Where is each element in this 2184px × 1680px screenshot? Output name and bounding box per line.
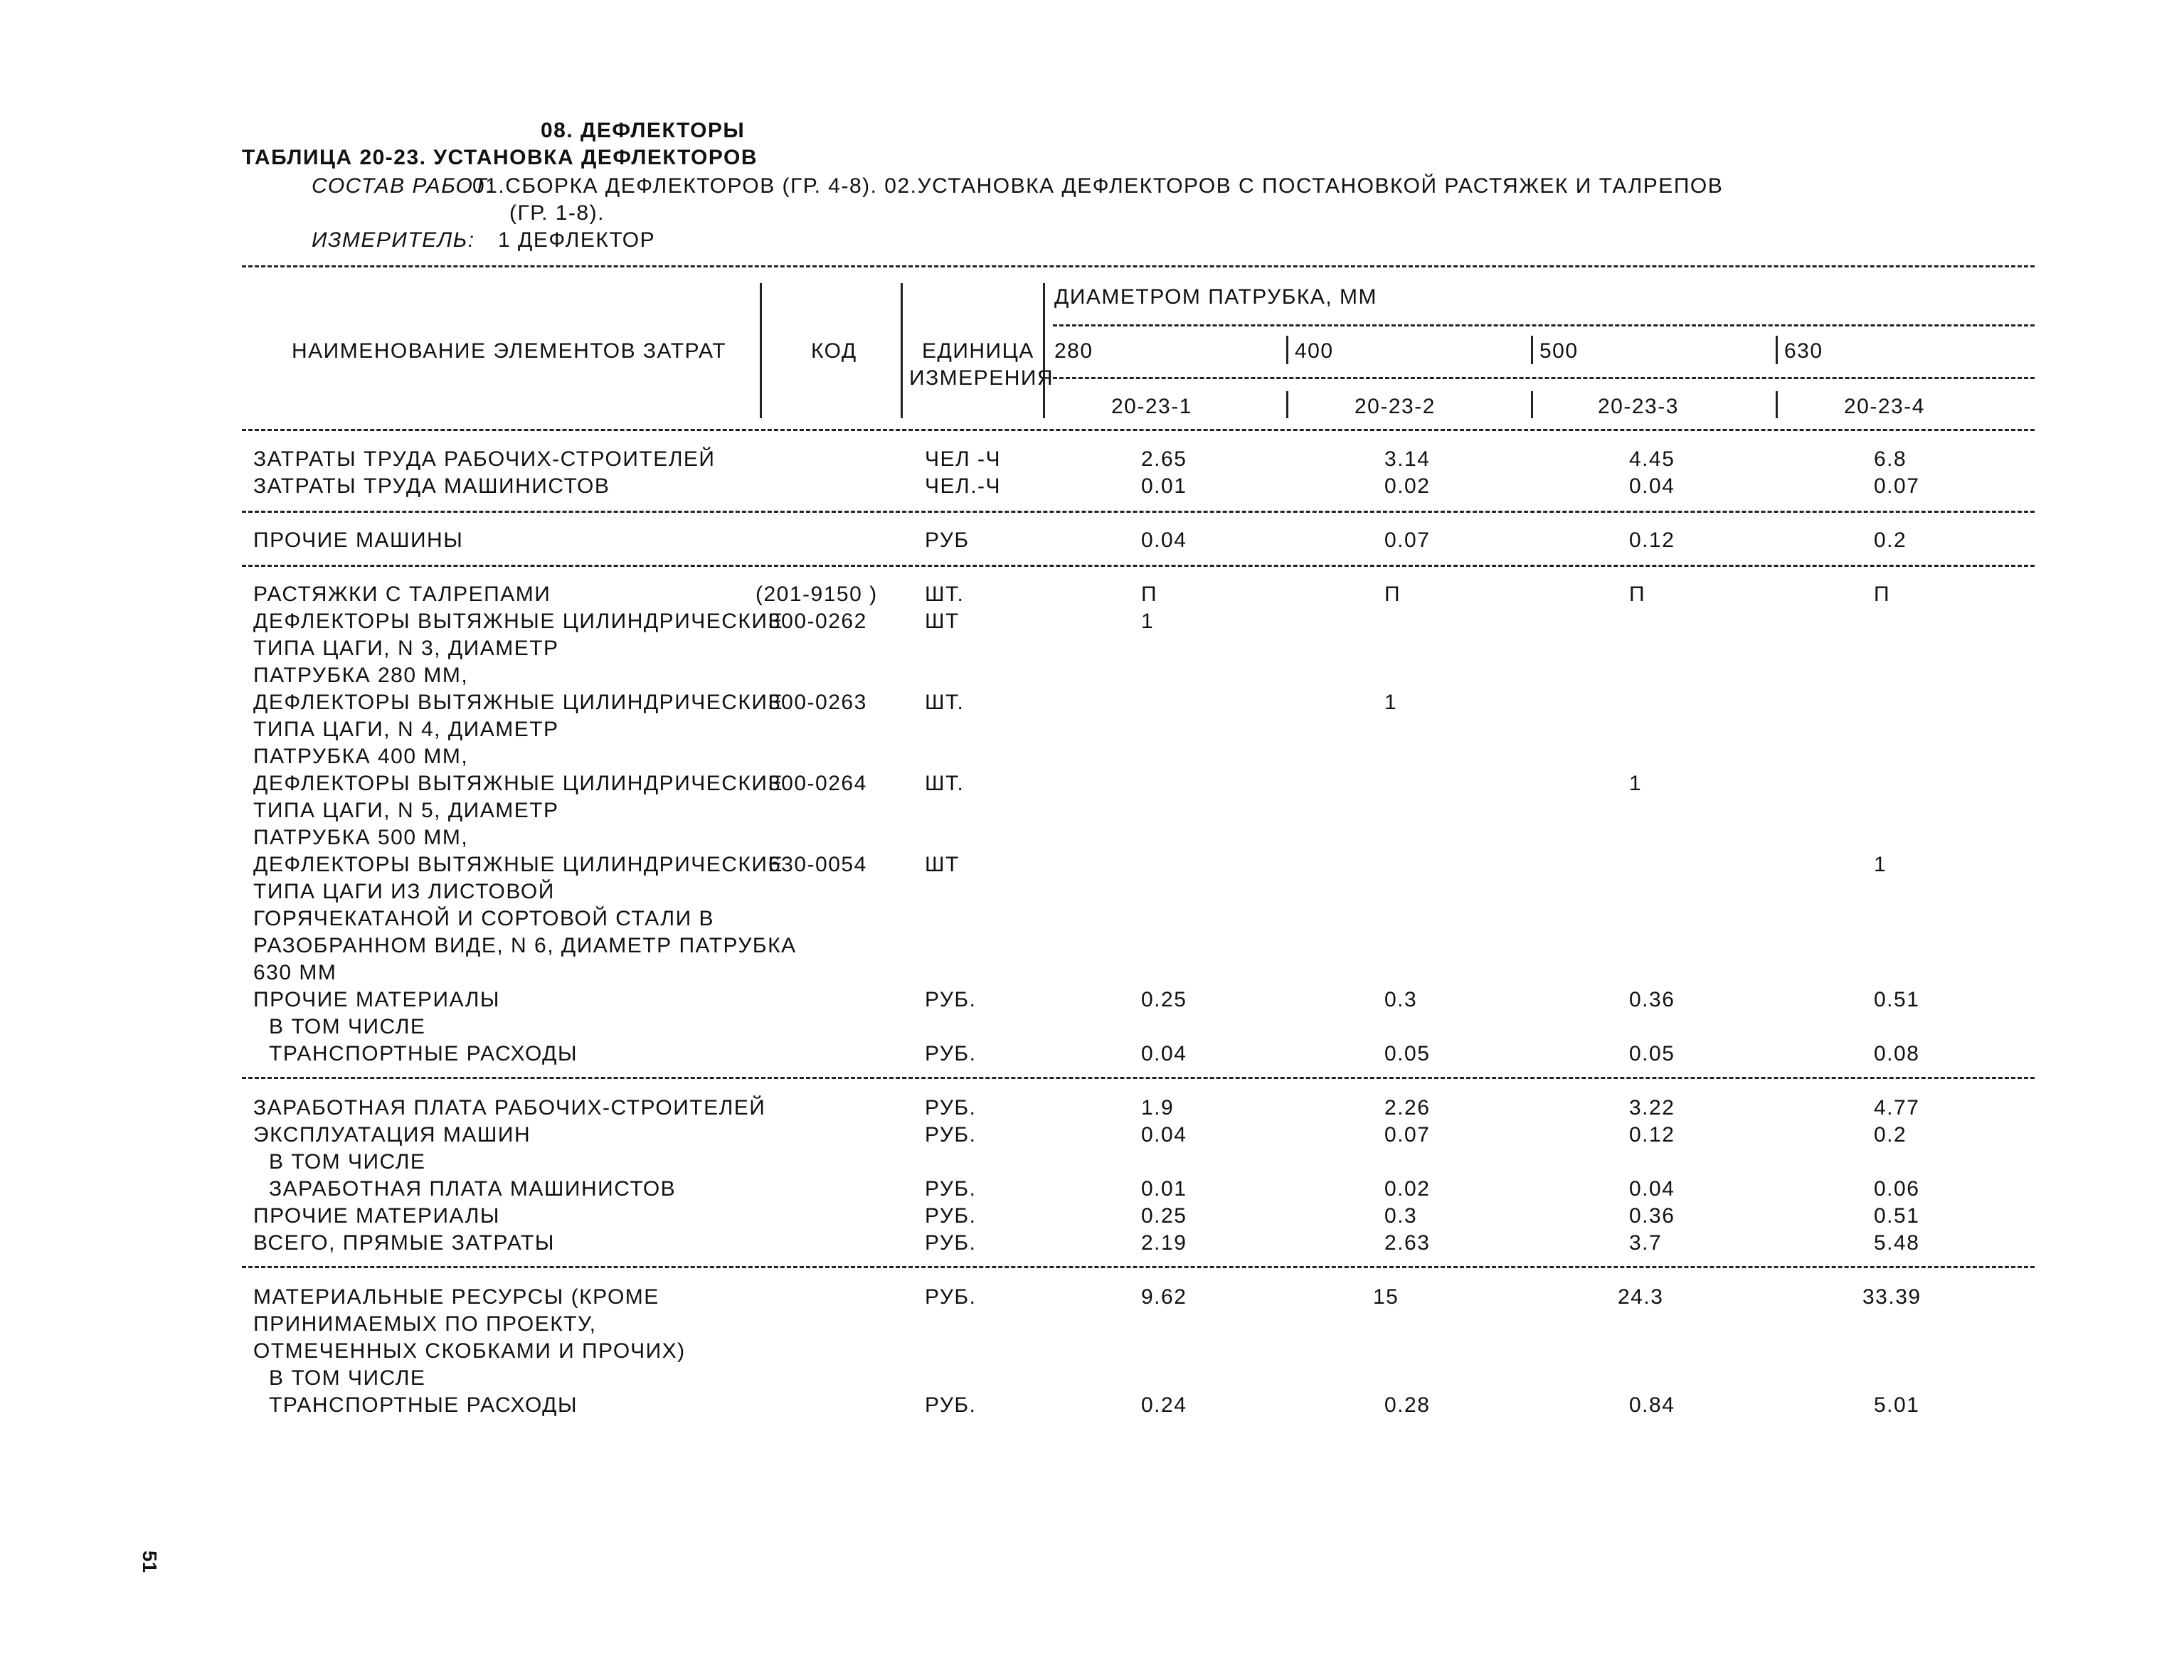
row-value: 1	[1629, 772, 1643, 795]
row-name: В ТОМ ЧИСЛЕ	[269, 1015, 426, 1038]
page-number: 51	[139, 1551, 161, 1573]
row-value: 24.3	[1618, 1285, 1664, 1309]
row-value: 0.2	[1874, 1123, 1907, 1147]
row-unit: РУБ.	[925, 1393, 977, 1417]
diameter-280: 280	[1054, 339, 1093, 363]
rule-header-bottom	[242, 429, 2035, 431]
row-name: ПРОЧИЕ МАШИНЫ	[253, 528, 464, 552]
col-sep-code	[901, 283, 903, 418]
row-value: 33.39	[1862, 1285, 1921, 1309]
rule-group-4	[242, 1266, 2035, 1268]
row-name: ЗАТРАТЫ ТРУДА МАШИНИСТОВ	[253, 474, 610, 498]
col-sep-c4	[1776, 391, 1778, 418]
row-unit: ШТ.	[925, 691, 965, 714]
row-name: ПРОЧИЕ МАТЕРИАЛЫ	[253, 988, 500, 1011]
row-value: 0.84	[1629, 1393, 1675, 1417]
row-value: 0.25	[1141, 988, 1187, 1011]
row-value: 0.04	[1141, 528, 1187, 552]
row-name: ТРАНСПОРТНЫЕ РАСХОДЫ	[269, 1393, 578, 1417]
row-value: 0.12	[1629, 528, 1675, 552]
composition-label: СОСТАВ РАБОТ:	[312, 174, 494, 198]
row-value: 0.07	[1384, 1123, 1431, 1147]
row-value: 0.3	[1384, 1204, 1418, 1228]
row-name: ПАТРУБКА 280 ММ,	[253, 664, 469, 687]
row-name: ПРОЧИЕ МАТЕРИАЛЫ	[253, 1204, 500, 1228]
row-name: РАСТЯЖКИ С ТАЛРЕПАМИ	[253, 583, 551, 606]
row-value: 0.02	[1384, 474, 1431, 498]
row-unit: ШТ	[925, 610, 960, 633]
section-title: 08. ДЕФЛЕКТОРЫ	[541, 119, 746, 142]
row-value: 3.22	[1629, 1096, 1675, 1120]
rule-group-3	[242, 1077, 2035, 1079]
row-code: 300-0264	[768, 772, 867, 795]
row-value: 0.25	[1141, 1204, 1187, 1228]
row-name: МАТЕРИАЛЬНЫЕ РЕСУРСЫ (КРОМЕ	[253, 1285, 659, 1309]
row-value: 0.51	[1874, 988, 1920, 1011]
row-name: ПРИНИМАЕМЫХ ПО ПРОЕКТУ,	[253, 1312, 597, 1336]
row-name: ТИПА ЦАГИ, N 3, ДИАМЕТР	[253, 637, 559, 660]
rule-diam-under	[1053, 324, 2035, 326]
row-unit: РУБ	[925, 528, 970, 552]
row-value: 0.01	[1141, 474, 1187, 498]
row-value: 1.9	[1141, 1096, 1175, 1120]
row-name: ПАТРУБКА 400 ММ,	[253, 745, 469, 768]
diameter-header: ДИАМЕТРОМ ПАТРУБКА, ММ	[1054, 285, 1378, 309]
row-value: 0.06	[1874, 1177, 1920, 1201]
table-title: ТАБЛИЦА 20-23. УСТАНОВКА ДЕФЛЕКТОРОВ	[242, 146, 758, 169]
rule-top	[242, 265, 2035, 267]
row-code: 300-0263	[768, 691, 867, 714]
row-name: ДЕФЛЕКТОРЫ ВЫТЯЖНЫЕ ЦИЛИНДРИЧЕСКИЕ	[253, 691, 783, 714]
row-value: 9.62	[1141, 1285, 1187, 1309]
row-value: 0.04	[1629, 474, 1675, 498]
row-value: 0.3	[1384, 988, 1418, 1011]
row-value: 0.04	[1141, 1042, 1187, 1065]
row-value: 1	[1874, 853, 1887, 876]
composition-text: 01.СБОРКА ДЕФЛЕКТОРОВ (ГР. 4-8). 02.УСТАНОВКА ДЕФЛЕКТОРОВ С ПОСТАНОВКОЙ РАСТЯЖЕК И ТАЛРЕПОВ	[472, 174, 1724, 198]
row-value: 0.01	[1141, 1177, 1187, 1201]
row-unit: РУБ.	[925, 1204, 977, 1228]
col-sep-d3	[1531, 336, 1533, 364]
row-value: 4.77	[1874, 1096, 1920, 1120]
row-name: 630 ММ	[253, 961, 337, 984]
code-header: КОД	[811, 339, 857, 363]
row-value: 5.48	[1874, 1231, 1920, 1255]
row-unit: ЧЕЛ.-Ч	[925, 474, 1002, 498]
row-name: ПАТРУБКА 500 ММ,	[253, 826, 469, 849]
row-value: 0.36	[1629, 988, 1675, 1011]
row-value: 0.08	[1874, 1042, 1920, 1065]
row-unit: ШТ.	[925, 583, 965, 606]
row-value: 2.63	[1384, 1231, 1431, 1255]
row-code: 630-0054	[768, 853, 867, 876]
row-name: ДЕФЛЕКТОРЫ ВЫТЯЖНЫЕ ЦИЛИНДРИЧЕСКИЕ	[253, 610, 783, 633]
row-name: ТИПА ЦАГИ, N 5, ДИАМЕТР	[253, 799, 559, 822]
row-name: ДЕФЛЕКТОРЫ ВЫТЯЖНЫЕ ЦИЛИНДРИЧЕСКИЕ	[253, 853, 783, 876]
row-value: 0.04	[1629, 1177, 1675, 1201]
rule-group-2	[242, 565, 2035, 567]
row-name: ОТМЕЧЕННЫХ СКОБКАМИ И ПРОЧИХ)	[253, 1339, 686, 1363]
row-unit: РУБ.	[925, 1177, 977, 1201]
row-unit: РУБ.	[925, 1231, 977, 1255]
row-value: П	[1874, 583, 1891, 606]
row-value: 0.12	[1629, 1123, 1675, 1147]
row-value: П	[1141, 583, 1158, 606]
code-col-3: 20-23-3	[1598, 395, 1679, 418]
row-value: 2.19	[1141, 1231, 1187, 1255]
row-name: ЗАТРАТЫ ТРУДА РАБОЧИХ-СТРОИТЕЛЕЙ	[253, 447, 716, 471]
col-sep-d4	[1776, 336, 1778, 364]
col-sep-name	[760, 283, 762, 418]
row-value: 0.2	[1874, 528, 1907, 552]
row-value: 0.02	[1384, 1177, 1431, 1201]
row-name: РАЗОБРАННОМ ВИДЕ, N 6, ДИАМЕТР ПАТРУБКА	[253, 934, 797, 957]
row-unit: РУБ.	[925, 988, 977, 1011]
measure-value: 1 ДЕФЛЕКТОР	[498, 228, 656, 252]
row-unit: РУБ.	[925, 1285, 977, 1309]
row-value: 1	[1141, 610, 1155, 633]
row-value: 6.8	[1874, 447, 1907, 471]
row-unit: РУБ.	[925, 1123, 977, 1147]
code-col-4: 20-23-4	[1844, 395, 1925, 418]
row-value: 0.04	[1141, 1123, 1187, 1147]
row-unit: РУБ.	[925, 1042, 977, 1065]
row-value: 0.24	[1141, 1393, 1187, 1417]
diameter-630: 630	[1784, 339, 1823, 363]
row-value: 0.28	[1384, 1393, 1431, 1417]
row-value: 0.07	[1874, 474, 1920, 498]
row-unit: ШТ.	[925, 772, 965, 795]
row-value: 0.36	[1629, 1204, 1675, 1228]
code-col-1: 20-23-1	[1111, 395, 1192, 418]
row-name: В ТОМ ЧИСЛЕ	[269, 1366, 426, 1390]
row-code: (201-9150 )	[756, 583, 878, 606]
row-name: ЭКСПЛУАТАЦИЯ МАШИН	[253, 1123, 531, 1147]
row-value: 0.07	[1384, 528, 1431, 552]
row-unit: ШТ	[925, 853, 960, 876]
col-sep-d2	[1286, 336, 1288, 364]
rule-diam-codes	[1053, 377, 2035, 379]
row-value: 1	[1384, 691, 1398, 714]
row-value: 3.7	[1629, 1231, 1663, 1255]
row-name: ВСЕГО, ПРЯМЫЕ ЗАТРАТЫ	[253, 1231, 555, 1255]
row-value: П	[1629, 583, 1646, 606]
row-name: ГОРЯЧЕКАТАНОЙ И СОРТОВОЙ СТАЛИ В	[253, 907, 715, 930]
row-value: 3.14	[1384, 447, 1431, 471]
row-name: ТРАНСПОРТНЫЕ РАСХОДЫ	[269, 1042, 578, 1065]
row-value: 0.51	[1874, 1204, 1920, 1228]
rule-group-1	[242, 511, 2035, 513]
name-header: НАИМЕНОВАНИЕ ЭЛЕМЕНТОВ ЗАТРАТ	[292, 339, 727, 363]
row-value: 4.45	[1629, 447, 1675, 471]
row-name: ТИПА ЦАГИ ИЗ ЛИСТОВОЙ	[253, 880, 555, 903]
row-value: 2.26	[1384, 1096, 1431, 1120]
col-sep-c3	[1531, 391, 1533, 418]
col-sep-c2	[1286, 391, 1288, 418]
row-name: В ТОМ ЧИСЛЕ	[269, 1150, 426, 1174]
row-code: 300-0262	[768, 610, 867, 633]
composition-text-cont: (ГР. 1-8).	[509, 201, 605, 225]
row-name: ЗАРАБОТНАЯ ПЛАТА МАШИНИСТОВ	[269, 1177, 677, 1201]
row-value: 15	[1373, 1285, 1399, 1309]
unit-header-1: ЕДИНИЦА	[922, 339, 1034, 363]
diameter-400: 400	[1295, 339, 1334, 363]
row-unit: ЧЕЛ -Ч	[925, 447, 1002, 471]
diameter-500: 500	[1539, 339, 1579, 363]
row-value: П	[1384, 583, 1401, 606]
col-sep-unit	[1043, 283, 1045, 418]
row-value: 0.05	[1629, 1042, 1675, 1065]
row-unit: РУБ.	[925, 1096, 977, 1120]
row-value: 0.05	[1384, 1042, 1431, 1065]
row-value: 5.01	[1874, 1393, 1920, 1417]
unit-header-2: ИЗМЕРЕНИЯ	[909, 366, 1054, 390]
code-col-2: 20-23-2	[1355, 395, 1436, 418]
row-name: ТИПА ЦАГИ, N 4, ДИАМЕТР	[253, 718, 559, 741]
measure-label: ИЗМЕРИТЕЛЬ:	[312, 228, 475, 252]
row-value: 2.65	[1141, 447, 1187, 471]
row-name: ЗАРАБОТНАЯ ПЛАТА РАБОЧИХ-СТРОИТЕЛЕЙ	[253, 1096, 766, 1120]
row-name: ДЕФЛЕКТОРЫ ВЫТЯЖНЫЕ ЦИЛИНДРИЧЕСКИЕ	[253, 772, 783, 795]
